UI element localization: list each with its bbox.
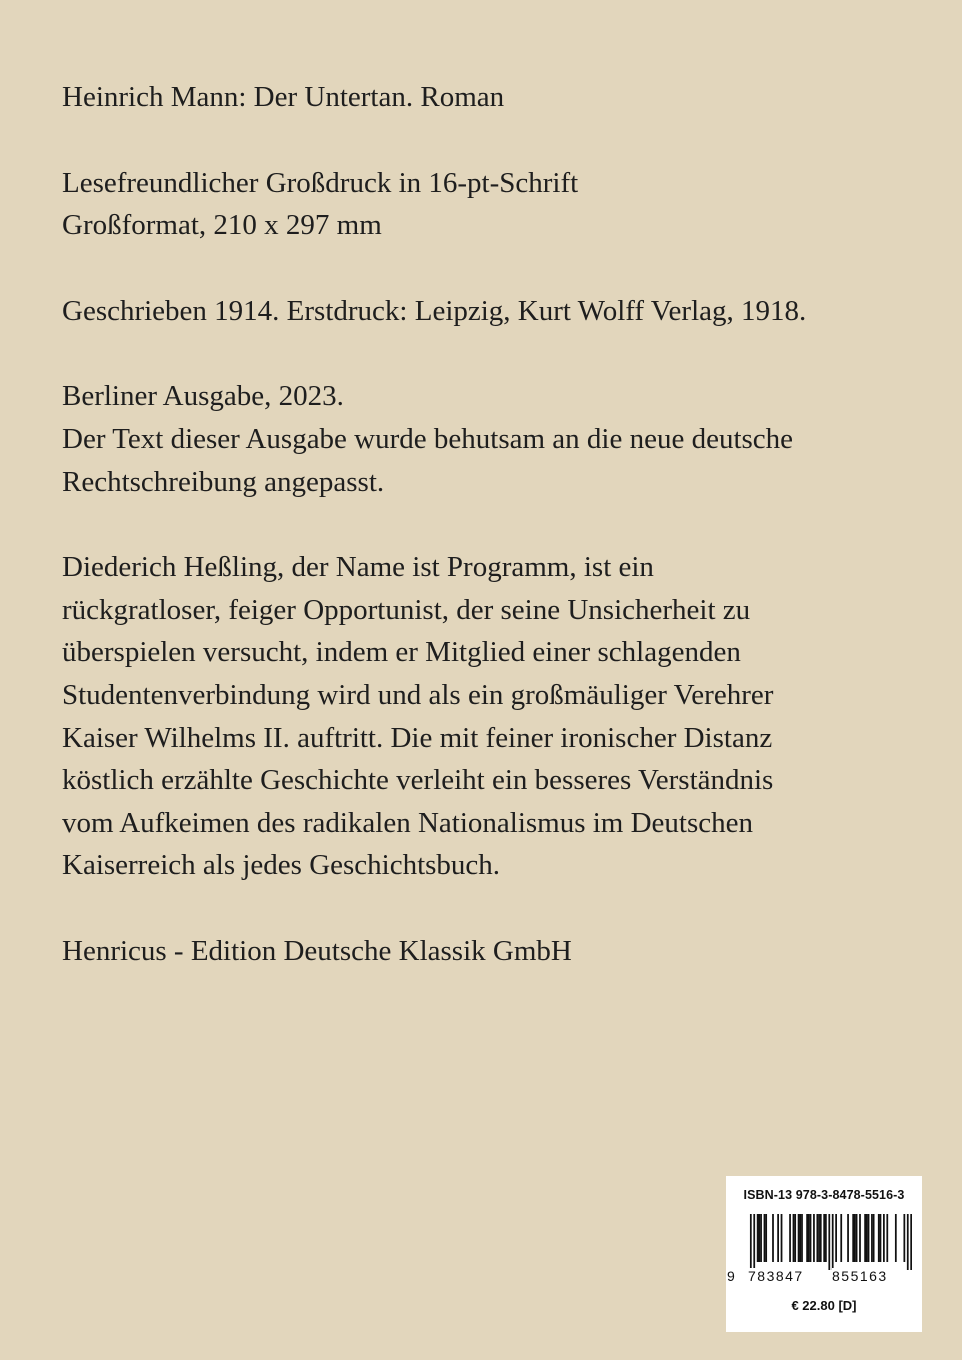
- blurb-line: überspielen versucht, indem er Mitglied einer schlagenden: [62, 636, 741, 669]
- barcode-bar: [816, 1214, 818, 1262]
- barcode-bar: [798, 1214, 800, 1262]
- barcode-bar: [793, 1214, 795, 1262]
- barcode-bar: [820, 1214, 822, 1262]
- price-label: € 22.80 [D]: [791, 1298, 857, 1313]
- barcode-bar: [810, 1214, 812, 1262]
- barcode-bar: [847, 1214, 849, 1262]
- barcode-bar: [781, 1214, 783, 1262]
- barcode-bar: [886, 1214, 888, 1262]
- format-line: Lesefreundlicher Großdruck in 16-pt-Schrift: [62, 166, 579, 199]
- barcode-bar: [823, 1214, 825, 1262]
- edition-line: Der Text dieser Ausgabe wurde behutsam an die neue deutsche: [62, 422, 794, 455]
- barcode-bar: [852, 1214, 854, 1262]
- blurb-line: Diederich Heßling, der Name ist Programm, ist ein: [62, 551, 654, 584]
- barcode-bar: [854, 1214, 856, 1262]
- barcode-bar: [825, 1214, 827, 1262]
- barcode-bar: [808, 1214, 810, 1262]
- barcode-bar: [871, 1214, 873, 1262]
- barcode-bar: [878, 1214, 880, 1262]
- isbn-label: ISBN-13 978-3-8478-5516-3: [743, 1188, 905, 1202]
- barcode-guard-bar: [753, 1214, 755, 1270]
- barcode-bar: [757, 1214, 759, 1262]
- blurb-line: Kaiserreich als jedes Geschichtsbuch.: [62, 849, 501, 882]
- barcode-digits-right: 855163: [832, 1268, 888, 1284]
- barcode-bar: [789, 1214, 791, 1262]
- publisher-line: Henricus - Edition Deutsche Klassik GmbH: [62, 934, 572, 967]
- blurb-line: Studentenverbindung wird und als ein großmäuliger Verehrer: [62, 678, 774, 711]
- blurb-line: Kaiser Wilhelms II. auftritt. Die mit feiner ironischer Distanz: [62, 721, 773, 754]
- back-cover-text: [62, 76, 922, 1016]
- barcode-bar: [883, 1214, 885, 1262]
- title-line: Heinrich Mann: Der Untertan. Roman: [62, 81, 505, 113]
- barcode-bar: [806, 1214, 808, 1262]
- barcode-bar: [813, 1214, 815, 1262]
- barcode-bar: [799, 1214, 801, 1262]
- barcode-bar: [866, 1214, 868, 1262]
- title-paragraph: [62, 76, 922, 119]
- blurb-line: rückgratloser, feiger Opportunist, der seine Unsicherheit zu: [62, 593, 751, 626]
- edition-paragraph: [62, 375, 922, 503]
- barcode-bar: [895, 1214, 897, 1262]
- barcode-bar: [777, 1214, 779, 1262]
- edition-line: Berliner Ausgabe, 2023.: [62, 380, 344, 413]
- barcode-guard-bar: [910, 1214, 912, 1270]
- isbn-barcode-box: [726, 1176, 922, 1332]
- barcode-bar: [840, 1214, 842, 1262]
- barcode-bar: [873, 1214, 875, 1262]
- barcode-guard-bar: [828, 1214, 830, 1270]
- barcode-bar: [868, 1214, 870, 1262]
- barcode-bar: [772, 1214, 774, 1262]
- barcode-bar: [764, 1214, 766, 1262]
- written-paragraph: [62, 290, 922, 333]
- barcode-digit-first: 9: [727, 1268, 735, 1284]
- edition-line: Rechtschreibung angepasst.: [62, 465, 385, 498]
- barcode-bar: [864, 1214, 866, 1262]
- barcode-bar: [880, 1214, 882, 1262]
- barcode-guard-bar: [750, 1214, 752, 1270]
- barcode-guard-bar: [832, 1214, 834, 1270]
- barcode-bar: [903, 1214, 905, 1262]
- barcode-bar: [856, 1214, 858, 1262]
- barcode-graphic: [738, 1214, 912, 1270]
- barcode-bar: [818, 1214, 820, 1262]
- written-line: Geschrieben 1914. Erstdruck: Leipzig, Kurt Wolff Verlag, 1918.: [62, 294, 807, 327]
- blurb-paragraph: [62, 546, 922, 887]
- blurb-line: vom Aufkeimen des radikalen Nationalismus im Deutschen: [62, 806, 754, 839]
- format-line: Großformat, 210 x 297 mm: [62, 209, 382, 242]
- barcode-bar: [765, 1214, 767, 1262]
- barcode-bar: [835, 1214, 837, 1262]
- barcode-bar: [859, 1214, 861, 1262]
- barcode-bar: [794, 1214, 796, 1262]
- blurb-line: köstlich erzählte Geschichte verleiht ein besseres Verständnis: [62, 764, 774, 797]
- barcode-bar: [758, 1214, 760, 1262]
- publisher-paragraph: [62, 930, 922, 973]
- barcode-bar: [801, 1214, 803, 1262]
- barcode-bar: [760, 1214, 762, 1262]
- barcode-guard-bar: [907, 1214, 909, 1270]
- format-paragraph: [62, 162, 922, 247]
- barcode-digits-left: 783847: [748, 1268, 804, 1284]
